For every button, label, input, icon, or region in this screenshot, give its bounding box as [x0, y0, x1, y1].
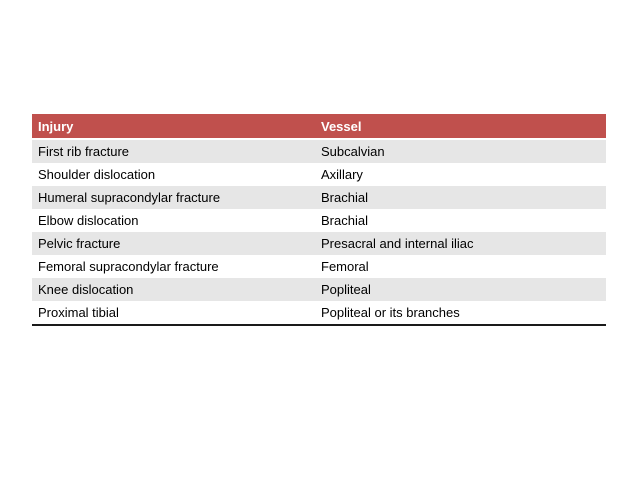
injury-cell: First rib fracture: [32, 139, 315, 163]
injury-cell: Pelvic fracture: [32, 232, 315, 255]
table-row: [32, 163, 606, 186]
header-injury: Injury: [32, 114, 315, 139]
table-row: [32, 209, 606, 232]
vessel-cell: Brachial: [315, 186, 606, 209]
table-row: [32, 232, 606, 255]
vessel-cell: Femoral: [315, 255, 606, 278]
header-vessel: Vessel: [315, 114, 606, 139]
injury-cell: Femoral supracondylar fracture: [32, 255, 315, 278]
injury-cell: Elbow dislocation: [32, 209, 315, 232]
injury-vessel-table: [32, 114, 606, 326]
vessel-cell: Presacral and internal iliac: [315, 232, 606, 255]
vessel-cell: Subcalvian: [315, 139, 606, 163]
vessel-cell: Axillary: [315, 163, 606, 186]
injury-cell: Proximal tibial: [32, 301, 315, 325]
table-row: [32, 255, 606, 278]
table-row: [32, 278, 606, 301]
vessel-cell: Popliteal: [315, 278, 606, 301]
injury-cell: Knee dislocation: [32, 278, 315, 301]
table-row: [32, 301, 606, 325]
table-header-row: [32, 114, 606, 139]
vessel-cell: Brachial: [315, 209, 606, 232]
injury-cell: Humeral supracondylar fracture: [32, 186, 315, 209]
table-row: [32, 186, 606, 209]
vessel-cell: Popliteal or its branches: [315, 301, 606, 325]
table-row: [32, 139, 606, 163]
injury-cell: Shoulder dislocation: [32, 163, 315, 186]
